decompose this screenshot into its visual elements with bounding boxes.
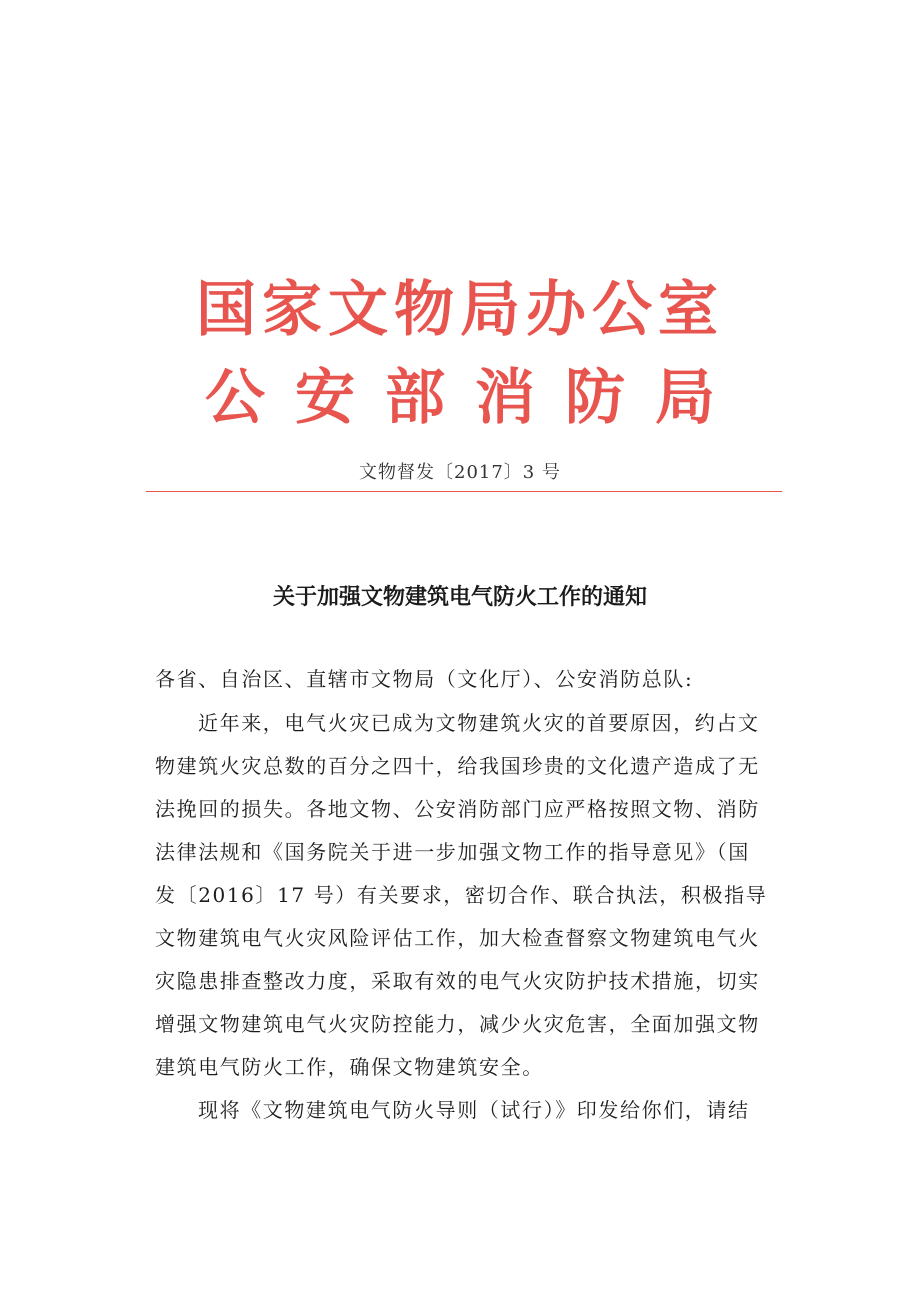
paragraph-1-line: 法挽回的损失。各地文物、公安消防部门应严格按照文物、消防 [155,797,760,821]
paragraph-1-line: 法律法规和《国务院关于进一步加强文物工作的指导意见》（国 [155,840,750,864]
paragraph-1-line: 灾隐患排查整改力度，采取有效的电气火灾防护技术措施，切实 [155,969,760,993]
paragraph-1-line: 近年来，电气火灾已成为文物建筑火灾的首要原因，约占文 [198,711,760,735]
notice-title: 关于加强文物建筑电气防火工作的通知 [272,584,647,610]
red-divider-line [146,491,782,492]
document-number: 文物督发〔2017〕3 号 [359,462,561,483]
issuing-org-line-1: 国家文物局办公室 [196,275,724,345]
paragraph-1-line: 增强文物建筑电气火灾防控能力，减少火灾危害，全面加强文物 [155,1012,760,1036]
paragraph-1-line: 文物建筑电气火灾风险评估工作，加大检查督察文物建筑电气火 [155,926,760,950]
issuing-org-line-2: 公安部消防局 [205,363,745,433]
paragraph-2-line: 现将《文物建筑电气防火导则（试行）》印发给你们，请结 [198,1098,750,1122]
paragraph-1-line: 建筑电气防火工作，确保文物建筑安全。 [155,1055,544,1079]
addressee-line: 各省、自治区、直辖市文物局（文化厅）、公安消防总队: [155,667,694,691]
paragraph-1-line: 发〔2016〕17 号）有关要求，密切合作、联合执法，积极指导 [155,883,768,907]
paragraph-1-line: 物建筑火灾总数的百分之四十，给我国珍贵的文化遗产造成了无 [155,754,760,778]
